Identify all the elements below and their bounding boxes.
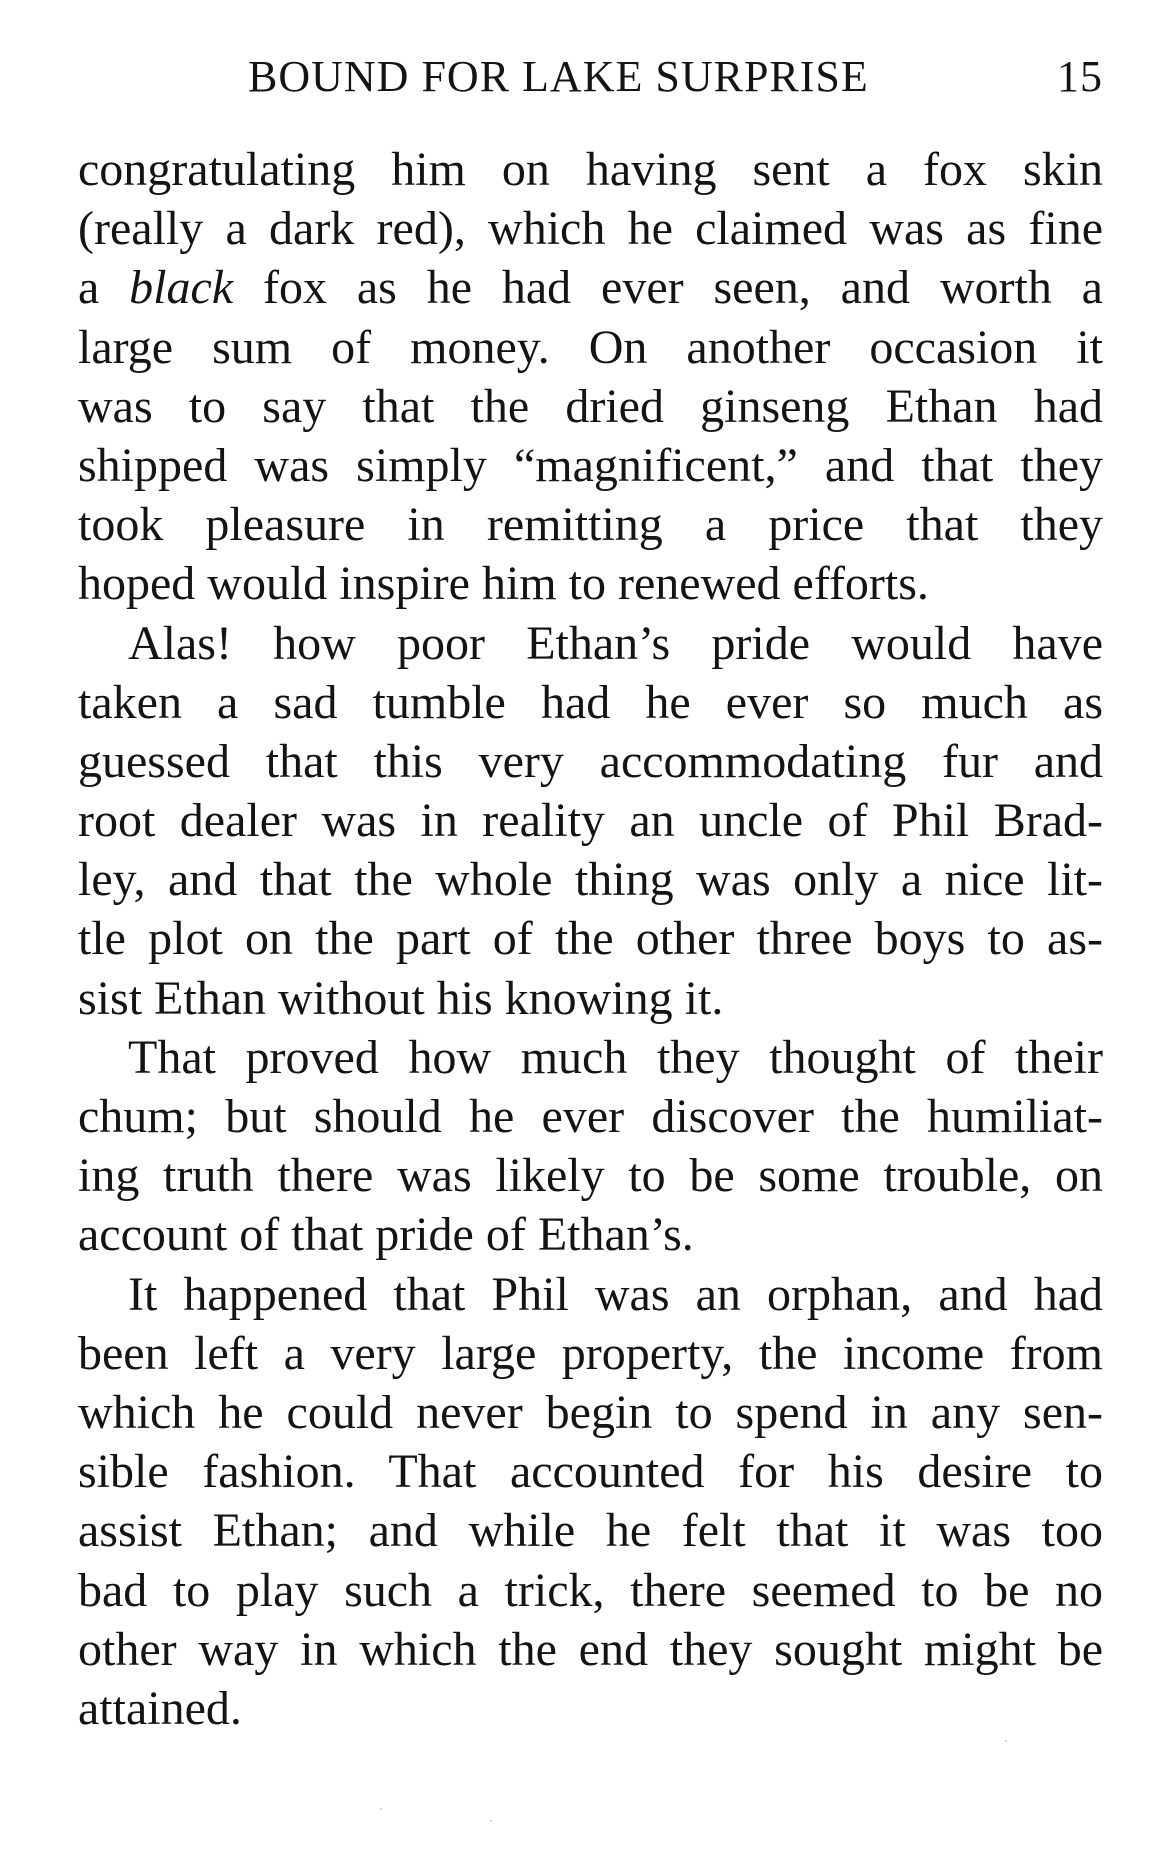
text-line: chum; but should he ever discover the humiliat- [78, 1090, 1103, 1143]
text-line: bad to play such a trick, there seemed to be no [78, 1563, 1103, 1617]
text-line: ley, and that the whole thing was only a nice lit- [78, 853, 1103, 907]
text-line: been left a very large property, the income from [78, 1326, 1103, 1380]
text-line: account of that pride of Ethan’s. [78, 1208, 694, 1262]
page-number: 15 [1057, 52, 1103, 101]
text-line: tle plot on the part of the other three boys to as- [78, 912, 1103, 966]
text-run: fox as he had ever seen, and worth a [233, 261, 1103, 315]
text-line: root dealer was in reality an uncle of Phil Brad- [78, 794, 1103, 848]
text-line: That proved how much they thought of their [128, 1030, 1103, 1084]
running-head [78, 52, 1103, 102]
text-line: which he could never begin to spend in any sen- [78, 1385, 1103, 1439]
text-line: was to say that the dried ginseng Ethan had [78, 379, 1103, 433]
text-line: sible fashion. That accounted for his desire to [78, 1445, 1103, 1499]
text-line: hoped would inspire him to renewed efforts. [78, 557, 929, 611]
text-line: attained. [78, 1681, 242, 1735]
text-line: other way in which the end they sought might be [78, 1622, 1103, 1676]
scan-speck [490, 1820, 492, 1822]
text-line: took pleasure in remitting a price that they [78, 498, 1103, 552]
running-head-title: BOUND FOR LAKE SURPRISE [248, 52, 869, 101]
text-line: large sum of money. On another occasion it [78, 320, 1103, 374]
text-line: congratulating him on having sent a fox skin [78, 143, 1103, 196]
text-run: a [78, 261, 130, 315]
text-line: It happened that Phil was an orphan, and had [128, 1267, 1103, 1321]
text-line: ing truth there was likely to be some trouble, on [78, 1149, 1103, 1203]
text-line: taken a sad tumble had he ever so much as [78, 675, 1103, 729]
scan-speck [380, 1808, 382, 1810]
text-line: guessed that this very accommodating fur and [78, 734, 1103, 788]
text-line [78, 258, 1103, 317]
text-line: assist Ethan; and while he felt that it was too [78, 1504, 1103, 1558]
text-line: (really a dark red), which he claimed was as fine [78, 202, 1103, 256]
italic-word: black [129, 261, 234, 315]
text-line: Alas! how poor Ethan’s pride would have [128, 616, 1103, 670]
text-line: shipped was simply “magnificent,” and that they [78, 438, 1103, 492]
scan-speck [1005, 1740, 1007, 1742]
text-line: sist Ethan without his knowing it. [78, 971, 724, 1025]
body-text [78, 140, 1103, 1738]
